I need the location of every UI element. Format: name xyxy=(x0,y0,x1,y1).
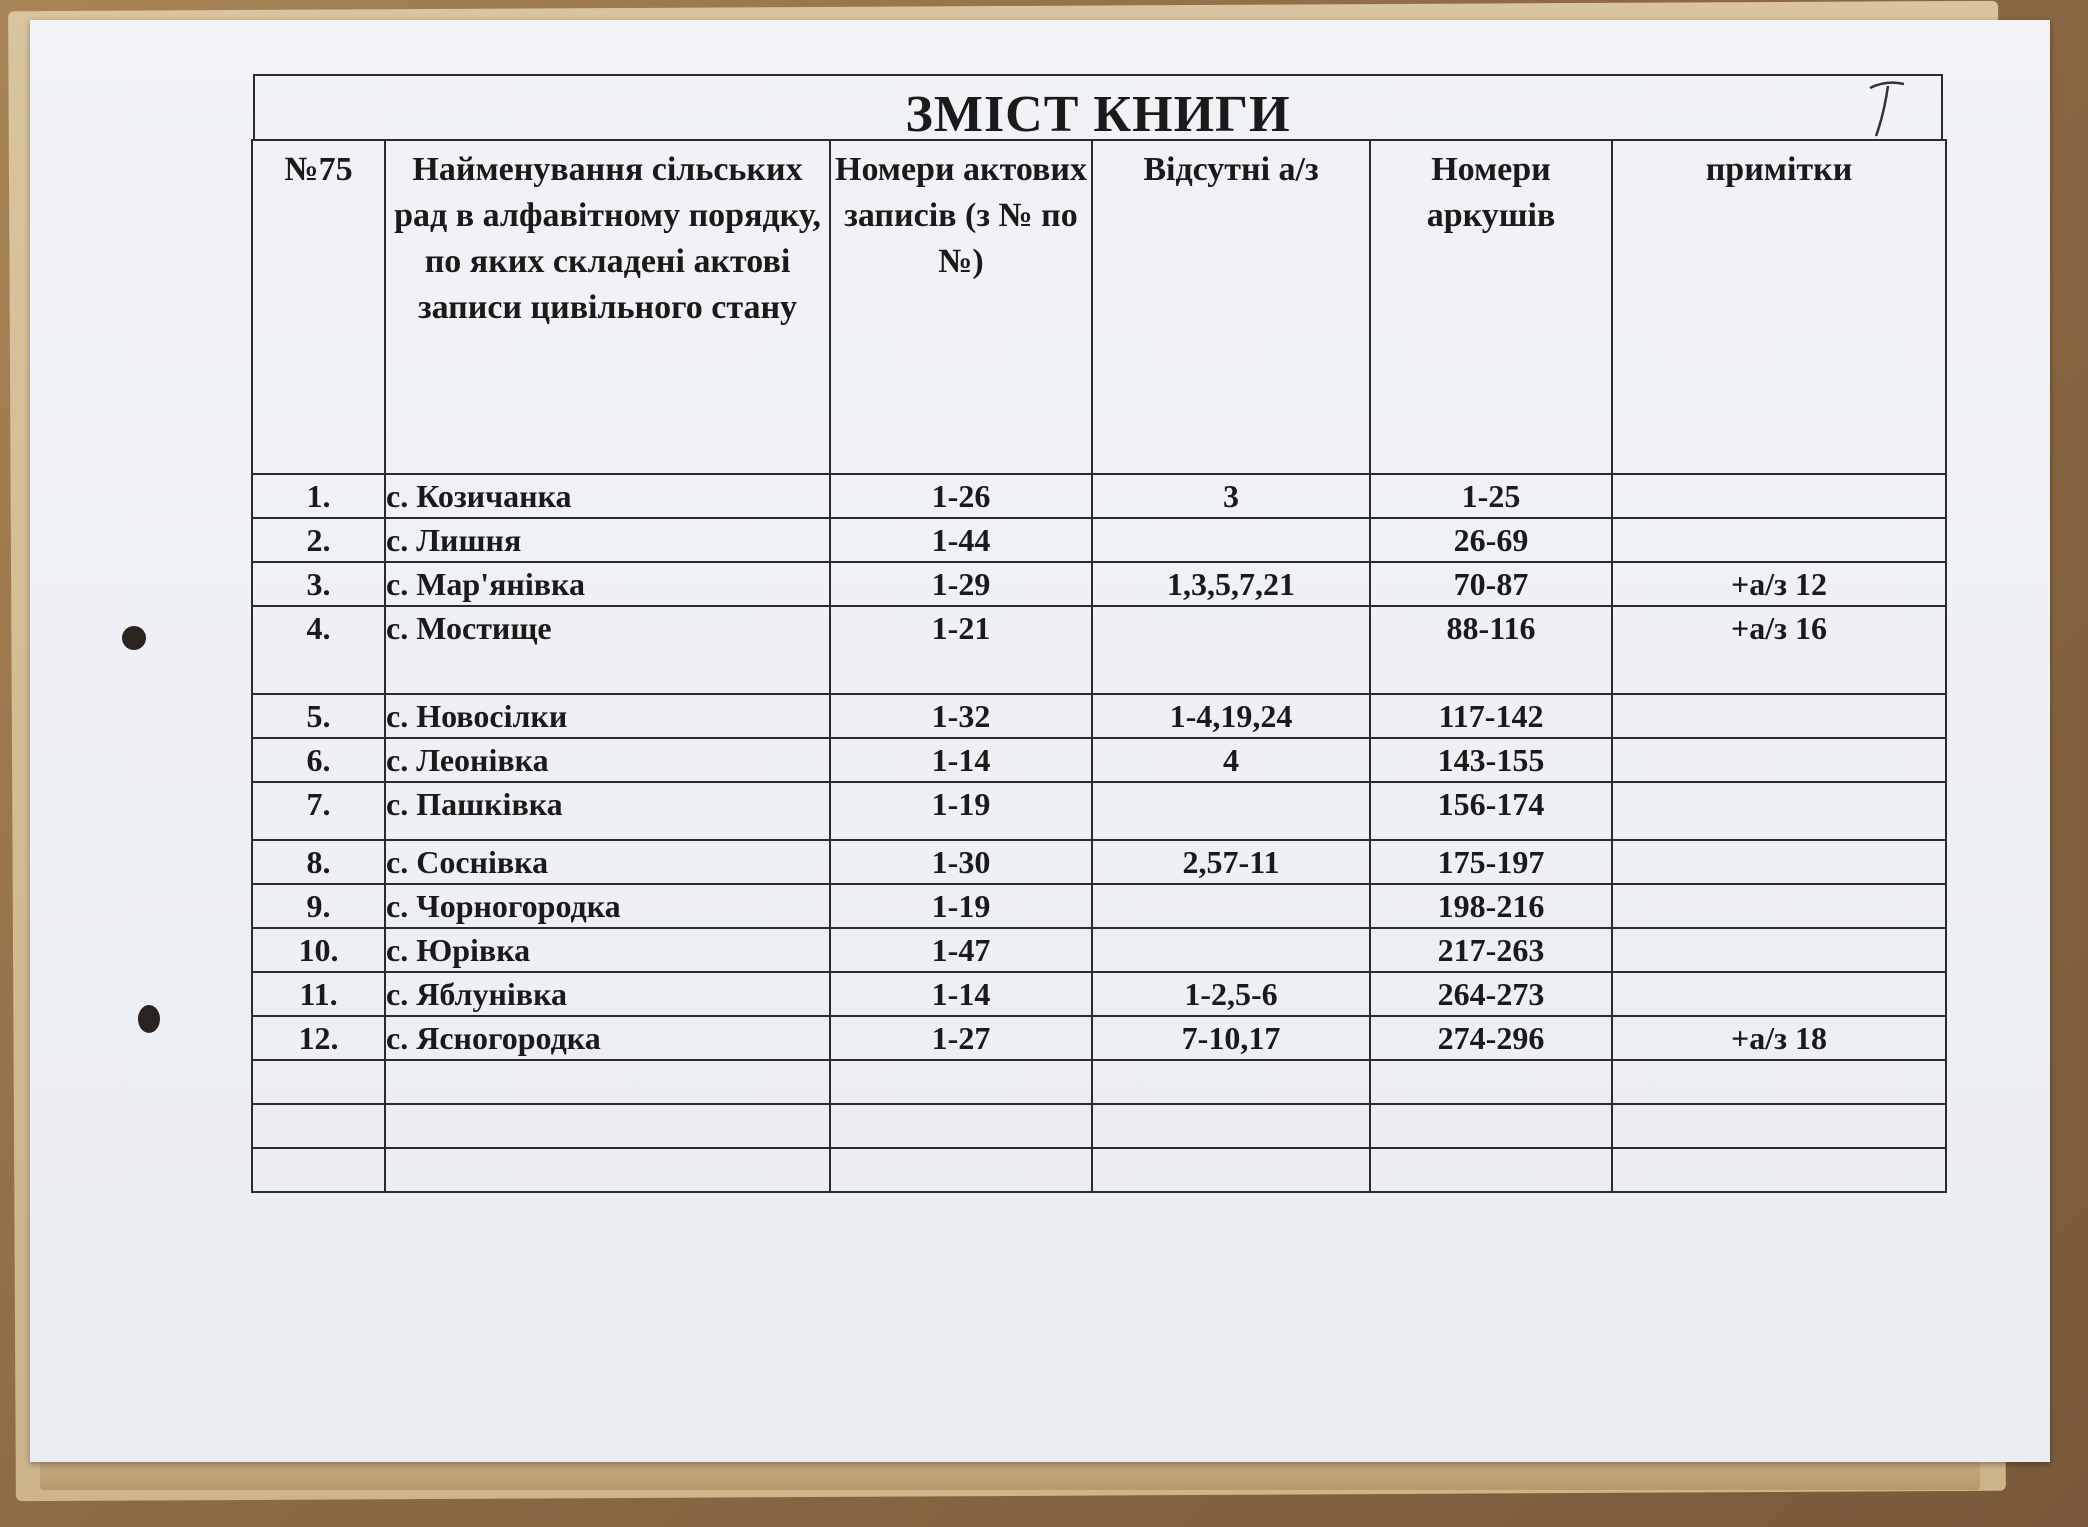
empty-cell xyxy=(1092,1104,1370,1148)
row-name: с. Новосілки xyxy=(385,694,830,738)
row-missing: 2,57-11 xyxy=(1092,840,1370,884)
row-name: с. Пашківка xyxy=(385,782,830,840)
row-notes xyxy=(1612,738,1946,782)
row-missing: 3 xyxy=(1092,474,1370,518)
header-missing-records: Відсутні а/з xyxy=(1092,140,1370,474)
empty-cell xyxy=(1092,1148,1370,1192)
row-missing xyxy=(1092,782,1370,840)
header-council-name: Найменування сільських рад в алфавітному порядку, по яких складені актові записи цивільного стану xyxy=(385,140,830,474)
row-number: 4. xyxy=(252,606,385,694)
empty-cell xyxy=(252,1060,385,1104)
row-number: 9. xyxy=(252,884,385,928)
row-number: 8. xyxy=(252,840,385,884)
row-sheets: 70-87 xyxy=(1370,562,1612,606)
row-number: 7. xyxy=(252,782,385,840)
row-name: с. Мостище xyxy=(385,606,830,694)
row-missing: 1-4,19,24 xyxy=(1092,694,1370,738)
row-name: с. Леонівка xyxy=(385,738,830,782)
row-notes xyxy=(1612,782,1946,840)
empty-cell xyxy=(1370,1104,1612,1148)
row-missing: 7-10,17 xyxy=(1092,1016,1370,1060)
empty-cell xyxy=(1612,1104,1946,1148)
header-sheet-numbers: Номери аркушів xyxy=(1370,140,1612,474)
row-sheets: 156-174 xyxy=(1370,782,1612,840)
empty-cell xyxy=(252,1148,385,1192)
row-sheets: 264-273 xyxy=(1370,972,1612,1016)
table-row xyxy=(252,518,1946,562)
row-number: 1. xyxy=(252,474,385,518)
row-records: 1-29 xyxy=(830,562,1092,606)
row-name: с. Мар'янівка xyxy=(385,562,830,606)
row-sheets: 88-116 xyxy=(1370,606,1612,694)
row-sheets: 117-142 xyxy=(1370,694,1612,738)
empty-cell xyxy=(252,1104,385,1148)
row-number: 10. xyxy=(252,928,385,972)
row-number: 6. xyxy=(252,738,385,782)
row-records: 1-27 xyxy=(830,1016,1092,1060)
table-row xyxy=(252,972,1946,1016)
row-sheets: 1-25 xyxy=(1370,474,1612,518)
row-missing xyxy=(1092,518,1370,562)
row-notes: +а/з 12 xyxy=(1612,562,1946,606)
row-number: 3. xyxy=(252,562,385,606)
row-name: с. Лишня xyxy=(385,518,830,562)
row-notes xyxy=(1612,972,1946,1016)
empty-cell xyxy=(385,1104,830,1148)
row-name: с. Чорногородка xyxy=(385,884,830,928)
empty-cell xyxy=(1370,1148,1612,1192)
row-name: с. Юрівка xyxy=(385,928,830,972)
row-records: 1-14 xyxy=(830,972,1092,1016)
row-notes: +а/з 18 xyxy=(1612,1016,1946,1060)
empty-cell xyxy=(830,1148,1092,1192)
table-row xyxy=(252,562,1946,606)
header-record-numbers: Номери актових записів (з № по №) xyxy=(830,140,1092,474)
table-row xyxy=(252,738,1946,782)
row-notes: +а/з 16 xyxy=(1612,606,1946,694)
header-number: №75 xyxy=(252,140,385,474)
row-records: 1-47 xyxy=(830,928,1092,972)
table-row xyxy=(252,840,1946,884)
row-missing xyxy=(1092,884,1370,928)
row-records: 1-32 xyxy=(830,694,1092,738)
header-notes: примітки xyxy=(1612,140,1946,474)
empty-cell xyxy=(1612,1060,1946,1104)
row-name: с. Ясногородка xyxy=(385,1016,830,1060)
table-row xyxy=(252,694,1946,738)
header-row xyxy=(252,140,1946,474)
row-missing: 4 xyxy=(1092,738,1370,782)
table-row xyxy=(252,782,1946,840)
row-name: с. Соснівка xyxy=(385,840,830,884)
row-number: 5. xyxy=(252,694,385,738)
row-number: 12. xyxy=(252,1016,385,1060)
row-notes xyxy=(1612,518,1946,562)
row-records: 1-14 xyxy=(830,738,1092,782)
row-name: с. Козичанка xyxy=(385,474,830,518)
row-sheets: 26-69 xyxy=(1370,518,1612,562)
row-records: 1-21 xyxy=(830,606,1092,694)
row-notes xyxy=(1612,474,1946,518)
row-missing xyxy=(1092,606,1370,694)
row-records: 1-26 xyxy=(830,474,1092,518)
empty-row xyxy=(252,1060,1946,1104)
empty-cell xyxy=(1370,1060,1612,1104)
row-records: 1-30 xyxy=(830,840,1092,884)
empty-cell xyxy=(385,1060,830,1104)
contents-table xyxy=(251,139,1947,1193)
empty-cell xyxy=(830,1104,1092,1148)
row-sheets: 198-216 xyxy=(1370,884,1612,928)
title-row xyxy=(253,74,1943,143)
row-sheets: 217-263 xyxy=(1370,928,1612,972)
row-notes xyxy=(1612,928,1946,972)
empty-row xyxy=(252,1148,1946,1192)
empty-row xyxy=(252,1104,1946,1148)
table-row xyxy=(252,606,1946,694)
row-sheets: 143-155 xyxy=(1370,738,1612,782)
punch-hole-icon xyxy=(138,1005,160,1033)
row-records: 1-19 xyxy=(830,884,1092,928)
row-notes xyxy=(1612,840,1946,884)
empty-cell xyxy=(385,1148,830,1192)
pencil-mark-icon xyxy=(1866,74,1906,144)
row-records: 1-19 xyxy=(830,782,1092,840)
empty-cell xyxy=(1612,1148,1946,1192)
table-row xyxy=(252,474,1946,518)
empty-cell xyxy=(1092,1060,1370,1104)
page-title: ЗМІСТ КНИГИ xyxy=(905,85,1291,143)
row-number: 11. xyxy=(252,972,385,1016)
table-row xyxy=(252,928,1946,972)
row-missing: 1-2,5-6 xyxy=(1092,972,1370,1016)
row-name: с. Яблунівка xyxy=(385,972,830,1016)
row-sheets: 175-197 xyxy=(1370,840,1612,884)
row-missing: 1,3,5,7,21 xyxy=(1092,562,1370,606)
empty-cell xyxy=(830,1060,1092,1104)
row-records: 1-44 xyxy=(830,518,1092,562)
row-missing xyxy=(1092,928,1370,972)
row-notes xyxy=(1612,884,1946,928)
row-notes xyxy=(1612,694,1946,738)
table-row xyxy=(252,884,1946,928)
punch-hole-icon xyxy=(122,626,146,650)
table-row xyxy=(252,1016,1946,1060)
row-number: 2. xyxy=(252,518,385,562)
row-sheets: 274-296 xyxy=(1370,1016,1612,1060)
